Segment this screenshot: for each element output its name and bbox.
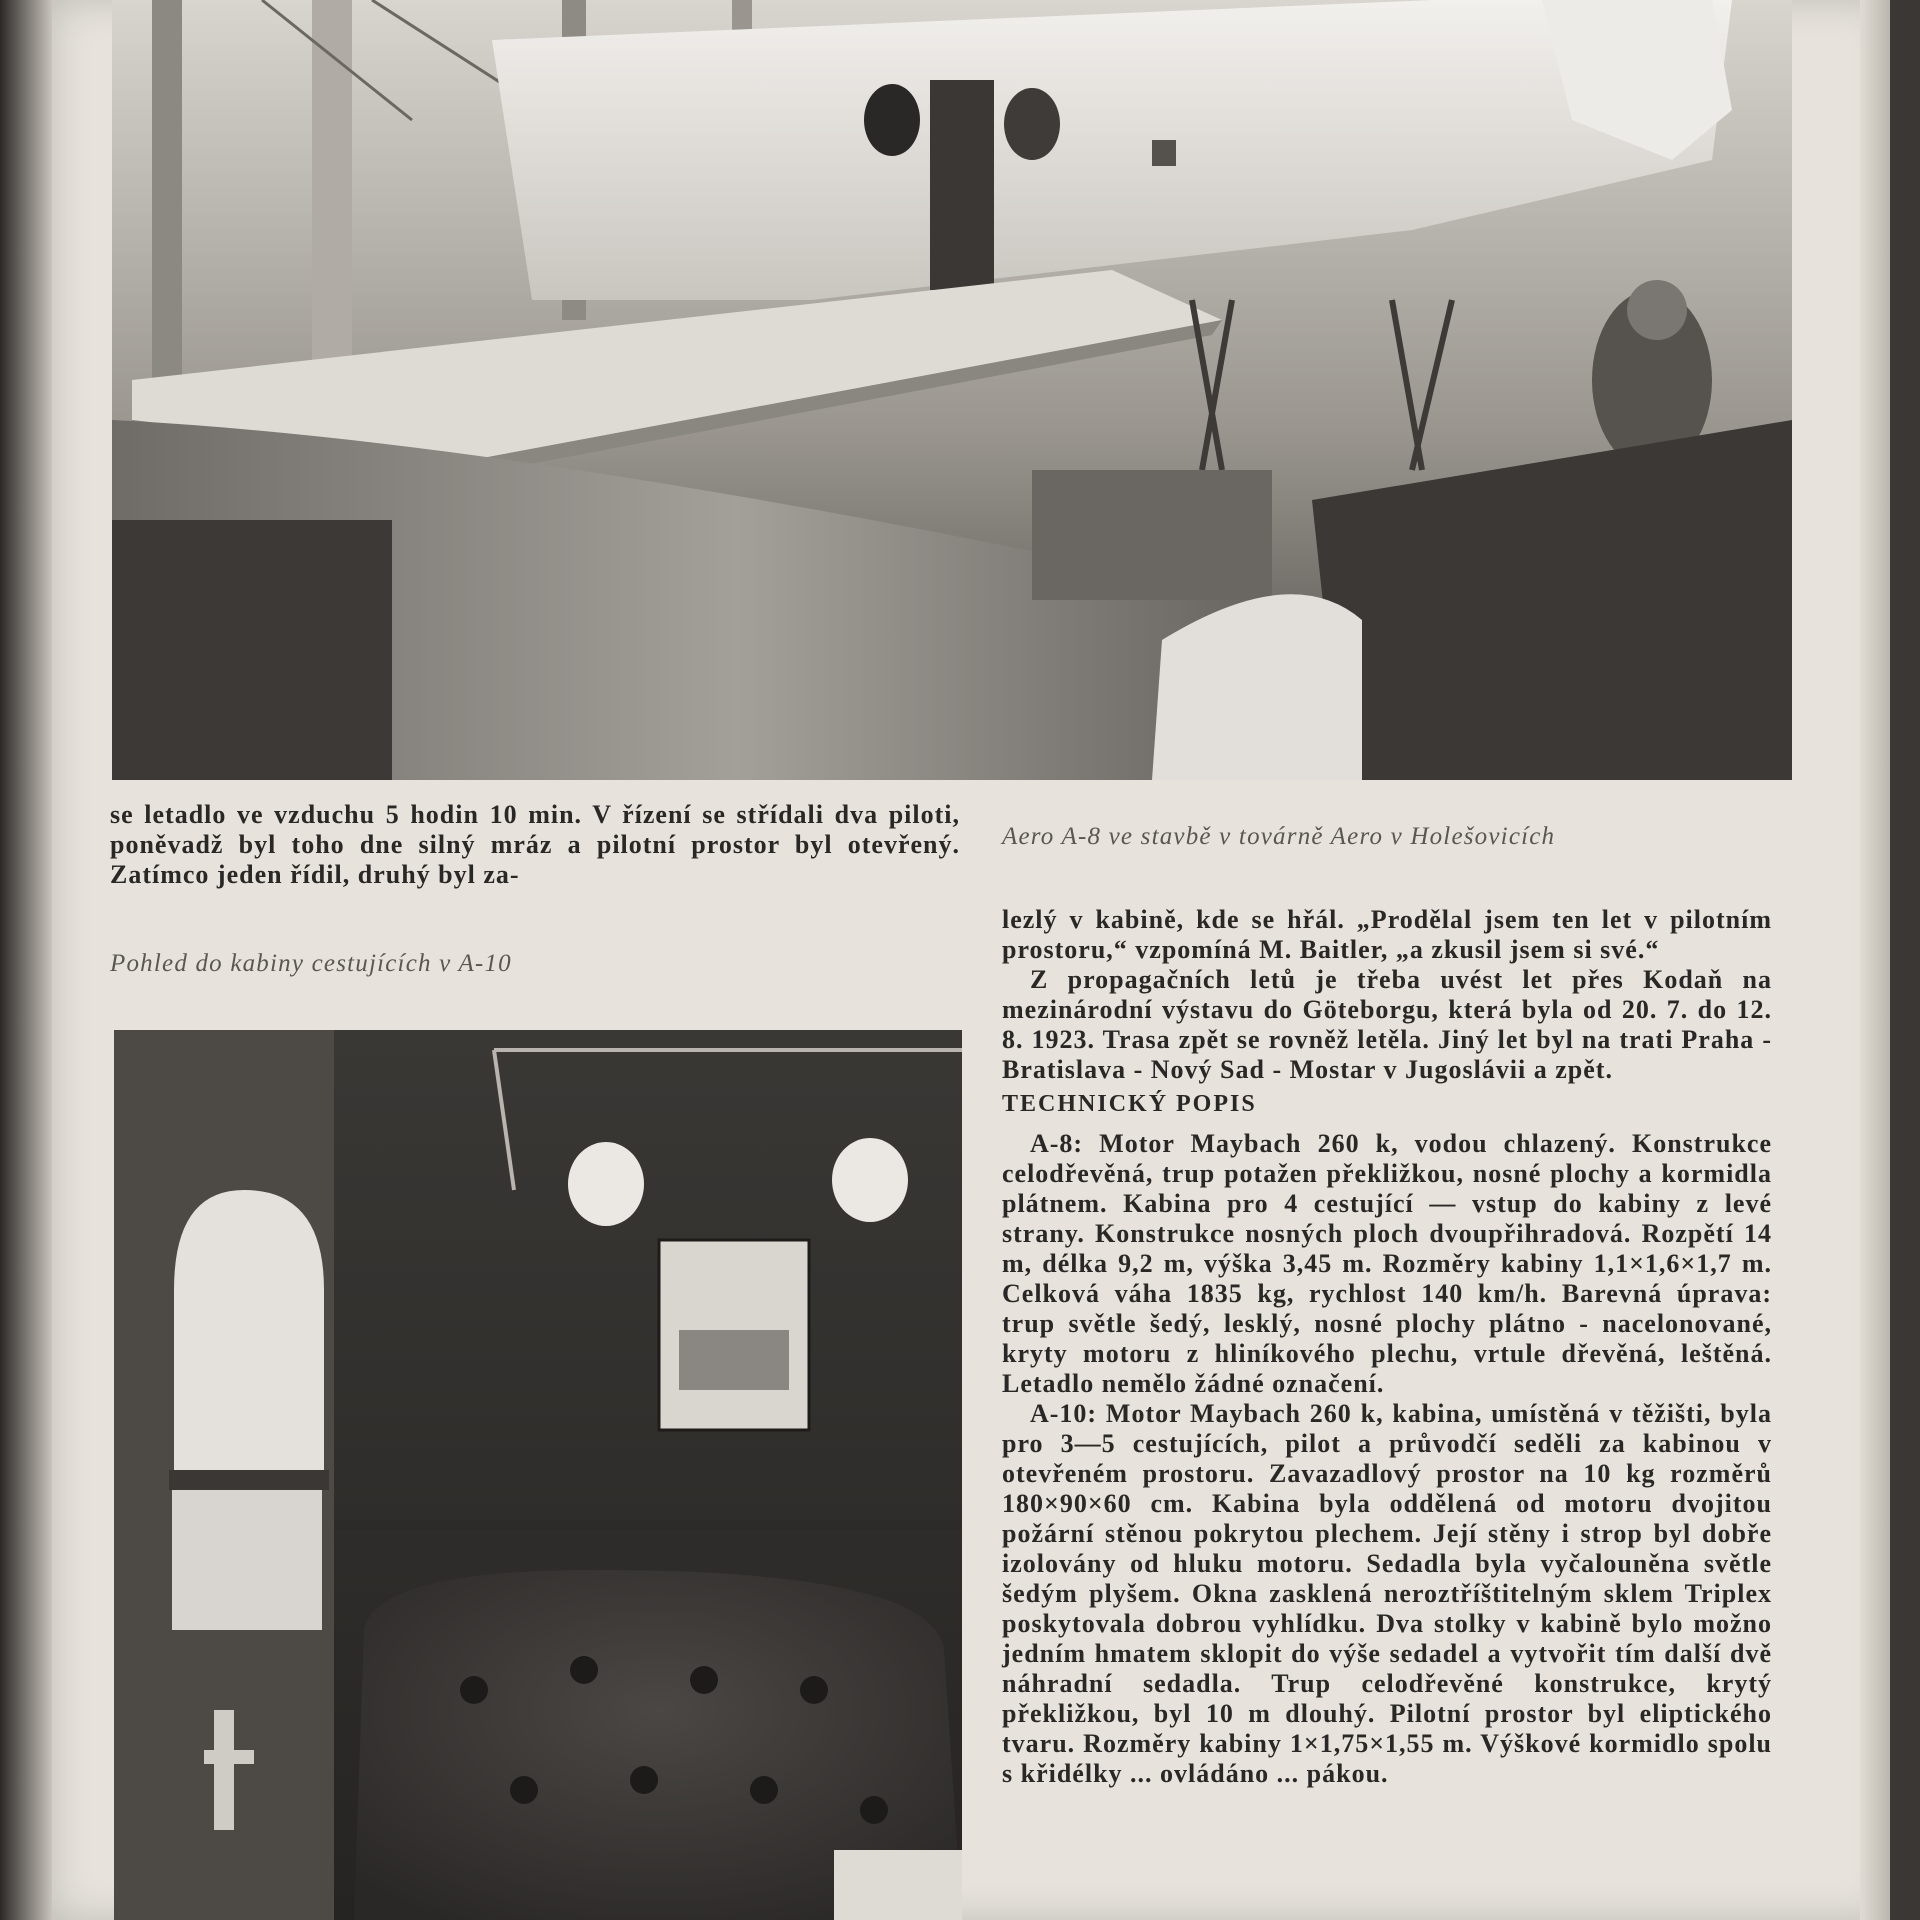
aircraft-construction-photo: [112, 0, 1792, 780]
a8-label: A-8:: [1030, 1129, 1084, 1158]
a8-description: [1002, 1129, 1772, 1399]
page-edge: [1860, 0, 1890, 1920]
right-paragraph-2: Z propagačních letů je třeba uvést let přes Kodaň na mezinárodní výstavu do Göteborgu, která byla od 20. 7. do 12. 8. 1923. Trasa zpět se rovněž letěla. Jiný let byl na trati Praha - Bratislava - Nový Sad - Mostar v Jugoslávii a zpět.: [1002, 965, 1772, 1084]
section-heading: TECHNICKÝ POPIS: [1002, 1091, 1257, 1117]
a10-description: [1002, 1399, 1772, 1789]
book-binding-edge: [0, 0, 52, 1920]
right-column: [1002, 905, 1772, 1789]
left-column-paragraph: se letadlo ve vzduchu 5 hodin 10 min. V řízení se střídali dva piloti, poněvadž byl toho dne silný mráz a pilotní prostor byl otevřený. Zatímco jeden řídil, druhý byl za-: [110, 800, 960, 889]
magazine-page: [52, 0, 1890, 1920]
top-photo-caption: Aero A-8 ve stavbě v továrně Aero v Holešovicích: [1002, 823, 1556, 850]
a8-text: Motor Maybach 260 k, vodou chlazený. Konstrukce celodřevěná, trup potažen překližkou, nosné plochy a kormidla plátnem. Kabina pro 4 cestující — vstup do kabiny z levé strany. Konstrukce nosných ploch dvoupřihradová. Rozpětí 14 m, délka 9,2 m, výška 3,45 m. Rozměry kabiny 1,1×1,6×1,7 m. Celková váha 1835 kg, rychlost 140 km/h. Barevná úprava: trup světle šedý, lesklý, nosné plochy plátno - nacelonované, kryty motoru z hliníkového plechu, vrtule dřevěná, leštěná. Letadlo nemělo žádné označení.: [1002, 1129, 1772, 1398]
cabin-interior-photo: [114, 1030, 962, 1920]
bottom-photo-caption: Pohled do kabiny cestujících v A-10: [110, 950, 512, 977]
a10-label: A-10:: [1030, 1399, 1098, 1428]
a10-text: Motor Maybach 260 k, kabina, umístěná v těžišti, byla pro 3—5 cestujících, pilot a průvodčí seděli za kabinou v otevřeném prostoru. Zavazadlový prostor na 10 kg rozměrů 180×90×60 cm. Kabina byla oddělená od motoru dvojitou požární stěnou pokrytou plechem. Její stěny i strop byl dobře izolovány od hluku motoru. Sedadla byla vyčalouněna světle šedým plyšem. Okna zasklená neroztříštitelným sklem Triplex poskytovala dobrou vyhlídku. Dva stolky v kabině bylo možno jedním hmatem sklopit do výše sedadel a vytvořit tím další dvě náhradní sedadla. Trup celodřevěné konstrukce, krytý překližkou, byl 10 m dlouhý. Pilotní prostor byl eliptického tvaru. Rozměry kabiny 1×1,75×1,55 m. Výškové kormidlo spolu s křidélky ... ovládáno ... pákou.: [1002, 1399, 1772, 1788]
right-paragraph-1: lezlý v kabině, kde se hřál. „Prodělal jsem ten let v pilotním prostoru,“ vzpomíná M. Baitler, „a zkusil jsem si své.“: [1002, 905, 1772, 964]
